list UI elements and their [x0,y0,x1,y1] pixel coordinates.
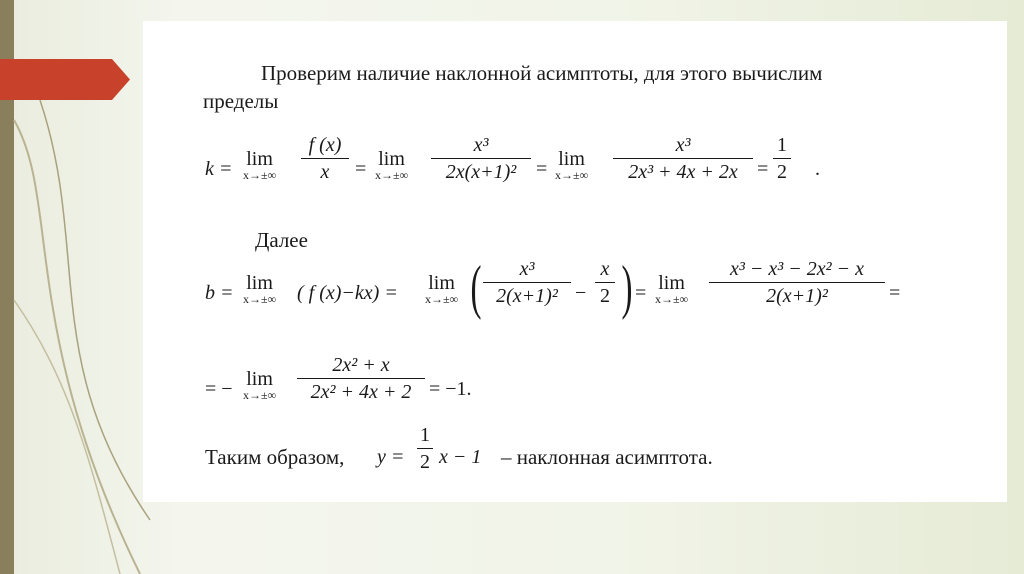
b-fraction-3: x³ − x³ − 2x² − x 2(x+1)² [709,257,885,308]
slide-content-panel [143,21,1007,502]
intro-line-2: пределы [203,89,279,113]
b-lim-3: lim x→±∞ [655,272,689,306]
cont-lhs: = − [205,378,233,400]
k-eq-3: = [757,158,769,180]
cont-lim: lim x→±∞ [243,368,277,402]
asymptote-rhs: x − 1 [439,446,482,468]
b-lhs: b = [205,282,234,304]
cont-fraction: 2x² + x 2x² + 4x + 2 [297,353,425,404]
b-eq-2: = [889,282,901,304]
red-arrow-tag [0,59,130,100]
conclusion-prefix: Таким образом, [205,445,345,469]
k-fraction-1: f (x) x [301,133,349,184]
b-fraction-2: x 2 [595,257,615,308]
conclusion-suffix: – наклонная асимптота. [501,445,713,469]
cont-rhs: = −1. [429,378,472,400]
b-minus: − [575,282,587,304]
asymptote-fraction: 1 2 [417,423,433,474]
b-expr: ( f (x)−kx) = [297,282,398,304]
asymptote-lhs: y = [377,446,405,468]
k-fraction-4: 1 2 [773,133,791,184]
k-end-dot: . [815,158,820,180]
label-next: Далее [255,228,308,252]
b-left-paren: ( [470,254,482,320]
b-eq-1: = [635,282,647,304]
k-fraction-3: x³ 2x³ + 4x + 2x [613,133,753,184]
k-fraction-2: x³ 2x(x+1)² [431,133,531,184]
b-lim-1: lim x→±∞ [243,272,277,306]
k-eq-1: = [355,158,367,180]
k-lim-1: lim x→±∞ [243,148,277,182]
b-fraction-1: x³ 2(x+1)² [483,257,571,308]
k-lhs: k = [205,158,233,180]
k-eq-2: = [536,158,548,180]
k-lim-3: lim x→±∞ [555,148,589,182]
b-lim-2: lim x→±∞ [425,272,459,306]
intro-line-1: Проверим наличие наклонной асимптоты, для этого вычислим [261,61,823,85]
k-lim-2: lim x→±∞ [375,148,409,182]
b-right-paren: ) [621,254,633,320]
